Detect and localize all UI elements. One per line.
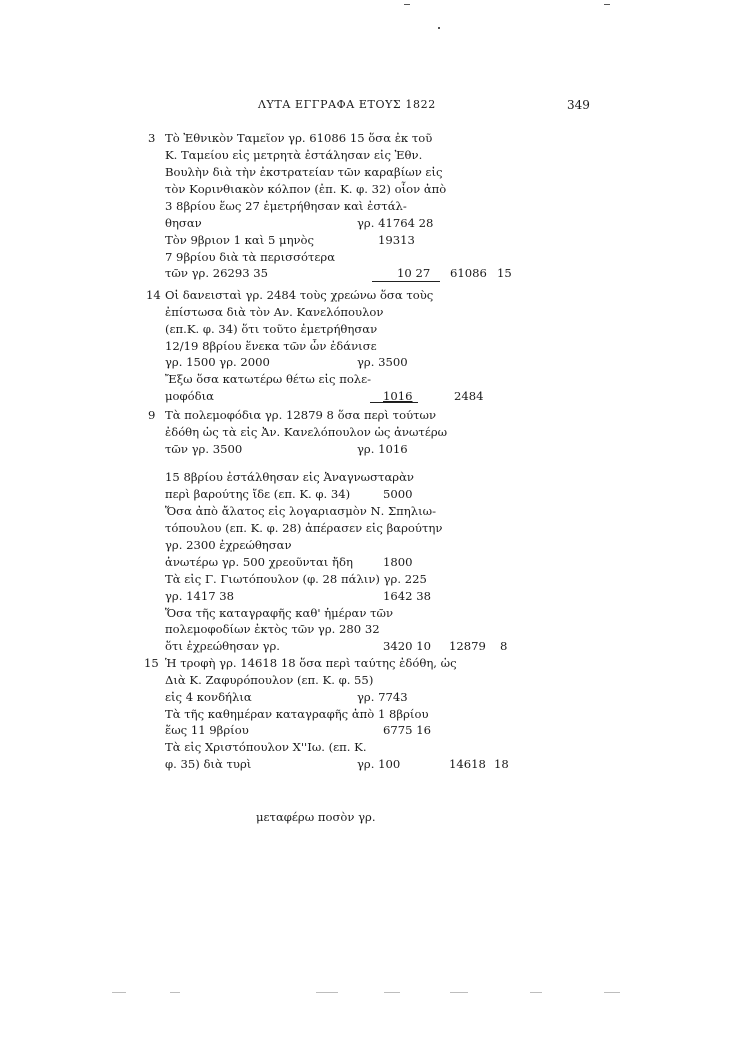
scan-edge-mark (384, 992, 400, 993)
ledger-amount: γρ. 1016 (357, 442, 408, 456)
ledger-line: τῶν γρ. 3500 (165, 442, 243, 456)
scan-speck (404, 4, 410, 5)
ledger-line: Ὅσα ἀπὸ ἄλατος εἰς λογαριασμὸν Ν. Σπηλιω- (165, 504, 437, 518)
ledger-line: εἰς 4 κονδήλια (165, 690, 252, 704)
ledger-amount: 1800 (383, 555, 413, 569)
entry-number: 3 (148, 131, 156, 145)
entry-number: 14 (146, 288, 161, 302)
ledger-line: Ὅσα τῆς καταγραφῆς καθ' ἡμέραν τῶν (165, 606, 393, 620)
sum-rule (370, 402, 418, 403)
ledger-line: ὅτι ἐχρεώθησαν γρ. (165, 639, 280, 653)
ledger-amount: 10 27 (397, 266, 431, 280)
ledger-total: 2484 (454, 389, 484, 403)
ledger-line: Τὰ εἰς Χριστόπουλον Χ''Ιω. (επ. Κ. (165, 740, 367, 754)
ledger-line: 15 8βρίου ἐστάλθησαν εἰς Ἀναγνωσταρὰν (165, 470, 414, 484)
ledger-line: γρ. 2300 ἐχρεώθησαν (165, 538, 292, 552)
ledger-line: γρ. 1417 38 (165, 589, 235, 603)
ledger-line: Τὰ εἰς Γ. Γιωτόπουλον (φ. 28 πάλιν) γρ. 225 (165, 572, 427, 586)
ledger-line: περὶ βαρούτης ἴδε (επ. Κ. φ. 34) (165, 487, 351, 501)
ledger-line: τῶν γρ. 26293 35 (165, 266, 269, 280)
ledger-total: 14618 (449, 757, 486, 771)
ledger-line: φ. 35) διὰ τυρὶ (165, 757, 252, 771)
ledger-amount: 3420 10 (383, 639, 431, 653)
ledger-line: (επ.Κ. φ. 34) ὅτι τοῦτο ἐμετρήθησαν (165, 322, 378, 336)
scan-edge-mark (530, 992, 542, 993)
ledger-line: θησαν (165, 216, 202, 230)
ledger-line: ἐδόθη ὡς τὰ εἰς Ἀν. Κανελόπουλον ὡς ἀνωτέρω (165, 425, 448, 439)
ledger-line: Τὰ πολεμοφόδια γρ. 12879 8 ὅσα περὶ τούτων (165, 408, 437, 422)
scan-speck (604, 4, 610, 5)
ledger-line: Ἔξω ὅσα κατωτέρω θέτω εἰς πολε- (165, 372, 372, 386)
ledger-line: τὸν Κορινθιακὸν κόλπον (ἐπ. Κ. φ. 32) οἷον ἀπὸ (165, 182, 447, 196)
ledger-total: 12879 (449, 639, 486, 653)
scan-speck (438, 27, 440, 29)
sum-rule (372, 281, 440, 282)
ledger-amount: γρ. 3500 (357, 355, 408, 369)
ledger-line: Ἡ τροφὴ γρ. 14618 18 ὅσα περὶ ταύτης ἐδόθη, ὡς (165, 656, 457, 670)
entry-number: 15 (144, 656, 159, 670)
ledger-amount: 1642 38 (383, 589, 431, 603)
ledger-line: Διὰ Κ. Ζαφυρόπουλον (επ. Κ. φ. 55) (165, 673, 374, 687)
ledger-total-cents: 15 (497, 266, 512, 280)
ledger-line: Βουλὴν διὰ τὴν ἐκστρατείαν τῶν καραβίων εἰς (165, 165, 443, 179)
ledger-line: ἕως 11 9βρίου (165, 723, 249, 737)
ledger-line: ἀνωτέρω γρ. 500 χρεοῦνται ἤδη (165, 555, 353, 569)
scan-edge-mark (450, 992, 468, 993)
ledger-amount: 6775 16 (383, 723, 431, 737)
scan-edge-mark (112, 992, 126, 993)
ledger-line: τόπουλου (επ. Κ. φ. 28) ἀπέρασεν εἰς βαρούτην (165, 521, 443, 535)
ledger-line: Κ. Ταμείου εἰς μετρητὰ ἐστάλησαν εἰς Ἐθν. (165, 148, 423, 162)
ledger-amount: γρ. 7743 (357, 690, 408, 704)
entry-number: 9 (148, 408, 156, 422)
page-number: 349 (567, 98, 590, 112)
ledger-line: πολεμοφοδίων ἐκτὸς τῶν γρ. 280 32 (165, 622, 380, 636)
ledger-line: 12/19 8βρίου ἕνεκα τῶν ὧν ἐδάνισε (165, 339, 377, 353)
ledger-line: γρ. 1500 γρ. 2000 (165, 355, 270, 369)
ledger-amount: 1016 (383, 389, 413, 403)
ledger-amount: γρ. 100 (357, 757, 401, 771)
ledger-line: Τὸν 9βριον 1 καὶ 5 μηνὸς (165, 233, 315, 247)
ledger-line: Τὸ Ἐθνικὸν Ταμεῖον γρ. 61086 15 ὅσα ἐκ τοῦ (165, 131, 433, 145)
ledger-total-cents: 18 (494, 757, 509, 771)
ledger-line: ἐπίστωσα διὰ τὸν Αν. Κανελόπουλον (165, 305, 384, 319)
ledger-line: Τὰ τῆς καθημέραν καταγραφῆς ἀπὸ 1 8βρίου (165, 707, 429, 721)
scan-edge-mark (316, 992, 338, 993)
ledger-amount: 19313 (378, 233, 415, 247)
ledger-line: Οἱ δανεισταὶ γρ. 2484 τοὺς χρεώνω ὅσα τοὺς (165, 288, 434, 302)
ledger-total-cents: 8 (500, 639, 508, 653)
running-header: ΛΥΤΑ ΕΓΓΡΑΦΑ ΕΤΟΥΣ 1822 (258, 98, 436, 111)
ledger-line: μοφόδια (165, 389, 214, 403)
ledger-total: 61086 (450, 266, 487, 280)
ledger-line: 3 8βρίου ἕως 27 ἐμετρήθησαν καὶ ἐστάλ- (165, 199, 407, 213)
ledger-amount: γρ. 41764 28 (357, 216, 434, 230)
scan-edge-mark (170, 992, 180, 993)
ledger-amount: 5000 (383, 487, 413, 501)
ledger-line: 7 9βρίου διὰ τὰ περισσότερα (165, 250, 336, 264)
scan-edge-mark (604, 992, 620, 993)
carry-forward-line: μεταφέρω ποσὸν γρ. (256, 810, 376, 824)
